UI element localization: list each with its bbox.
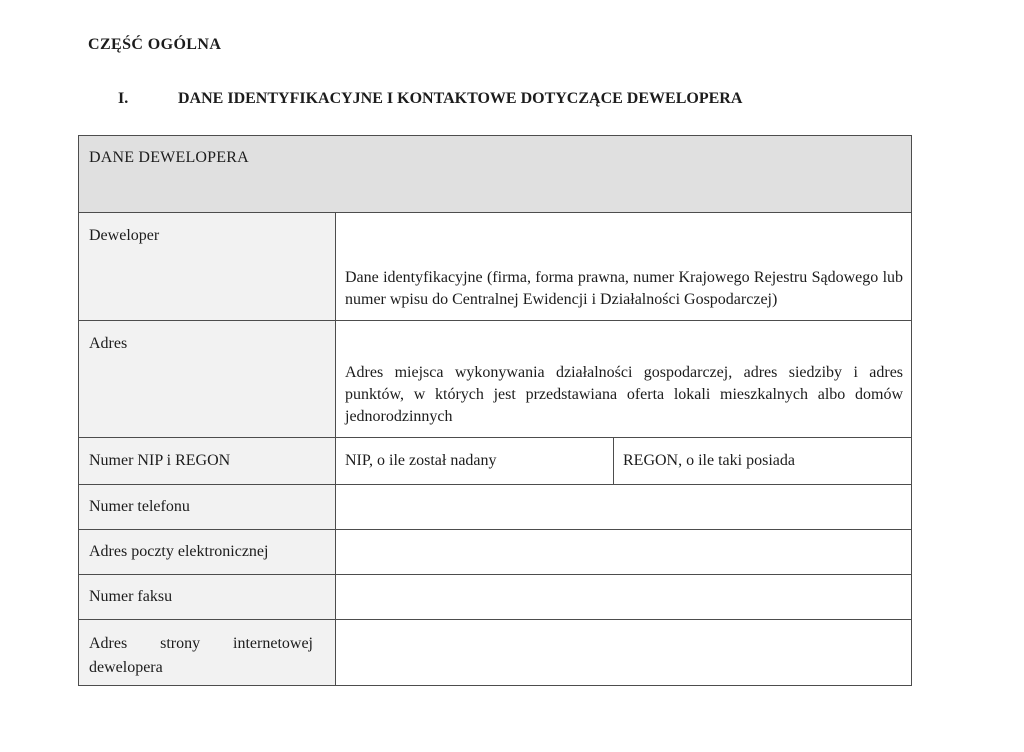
row-label-strona-internetowa <box>79 620 336 686</box>
section-title: CZĘŚĆ OGÓLNA <box>88 36 222 53</box>
table-row-telefon <box>79 485 912 530</box>
strona-internetowa-label-text: Adres strony internetowej dewelopera <box>89 635 313 676</box>
table-row-faks <box>79 575 912 620</box>
table-row-deweloper <box>79 213 912 321</box>
deweloper-description: Dane identyfikacyjne (firma, forma prawna, numer Krajowego Rejestru Sądowego lub numer wpisu do Centralnej Ewidencji i Działalności Gospodarczej) <box>336 213 912 321</box>
row-label-email: Adres poczty elektronicznej <box>79 530 336 575</box>
row-label-adres: Adres <box>79 321 336 438</box>
table-row-strona-internetowa <box>79 620 912 686</box>
chapter-title: DANE IDENTYFIKACYJNE I KONTAKTOWE DOTYCZĄCE DEWELOPERA <box>178 90 743 107</box>
telefon-input-cell[interactable] <box>336 485 912 530</box>
adres-description: Adres miejsca wykonywania działalności gospodarczej, adres siedziby i adres punktów, w których jest przedstawiana oferta lokali mieszkalnych albo domów jednorodzinnych <box>336 321 912 438</box>
chapter-heading <box>118 90 742 108</box>
faks-input-cell[interactable] <box>336 575 912 620</box>
email-input-cell[interactable] <box>336 530 912 575</box>
chapter-number: I. <box>118 90 129 107</box>
nip-hint-cell[interactable]: NIP, o ile został nadany <box>336 438 614 485</box>
strona-internetowa-input-cell[interactable] <box>336 620 912 686</box>
row-label-faks: Numer faksu <box>79 575 336 620</box>
table-row-nip-regon <box>79 438 912 485</box>
dane-dewelopera-table <box>78 135 912 686</box>
regon-hint-cell[interactable]: REGON, o ile taki posiada <box>614 438 912 485</box>
row-label-telefon: Numer telefonu <box>79 485 336 530</box>
table-row-email <box>79 530 912 575</box>
table-row-adres <box>79 321 912 438</box>
table-header-row <box>79 136 912 213</box>
table-title: DANE DEWELOPERA <box>79 136 912 213</box>
row-label-nip-regon: Numer NIP i REGON <box>79 438 336 485</box>
row-label-deweloper: Deweloper <box>79 213 336 321</box>
